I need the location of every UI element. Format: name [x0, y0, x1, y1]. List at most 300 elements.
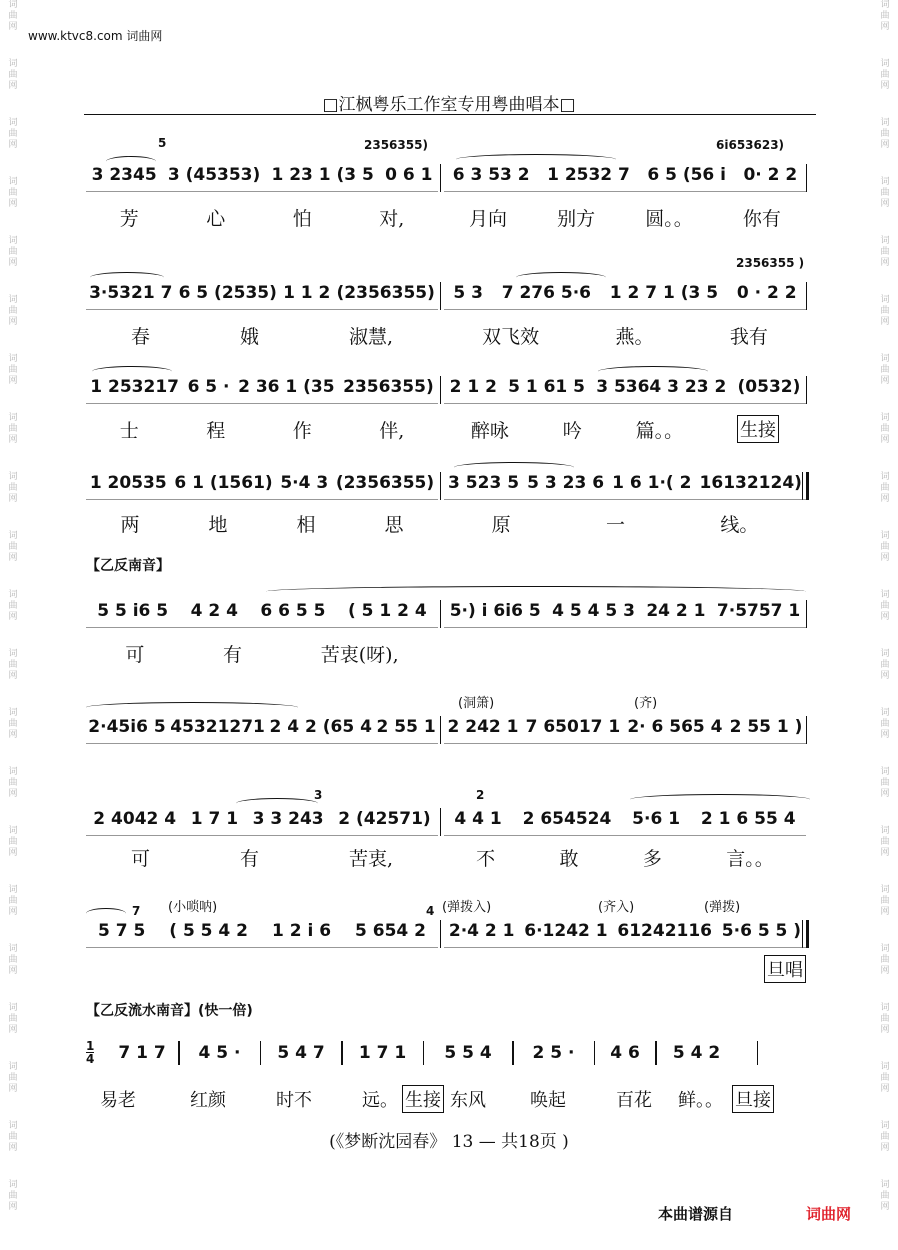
watermark-glyph: 曲 [8, 1191, 18, 1201]
watermark-glyph: 曲 [8, 483, 18, 493]
watermark-gap [878, 623, 892, 649]
watermark-glyph: 网 [880, 376, 890, 386]
lyric: 易老 [100, 1090, 136, 1111]
watermark-glyph: 词 [8, 767, 18, 777]
lyric: 双飞效 [482, 325, 540, 348]
lyric: 不 [476, 847, 496, 870]
measure: 3 (45353) [167, 165, 261, 185]
measure: 0· 2 2 [743, 165, 798, 185]
measure: 4 2 4 [190, 601, 238, 621]
watermark-glyph: 词 [8, 59, 18, 69]
watermark-glyph: 曲 [8, 424, 18, 434]
watermark-glyph: 曲 [880, 483, 890, 493]
beam-line [86, 309, 438, 310]
measure: 2· 6 565 4 [627, 717, 723, 737]
measure: 7 65017 1 [525, 717, 621, 737]
watermark-glyph: 曲 [8, 70, 18, 80]
instrument-annotation: (小唢呐) [168, 900, 218, 915]
beam-line [86, 835, 438, 836]
watermark-gap [878, 210, 892, 236]
watermark-glyph: 网 [880, 730, 890, 740]
slur [86, 908, 126, 919]
watermark-gap [878, 918, 892, 944]
watermark-glyph: 网 [880, 612, 890, 622]
watermark-glyph: 曲 [880, 660, 890, 670]
measure: 2 55 1 [376, 717, 436, 737]
watermark-glyph: 词 [8, 885, 18, 895]
watermark-glyph: 词 [880, 1062, 890, 1072]
watermark-glyph: 网 [8, 1143, 18, 1153]
lyric: 淑慧, [348, 325, 393, 348]
measure: 1 2532 7 [547, 165, 630, 185]
lyric: 线。 [720, 513, 759, 536]
lyric: 苦衷, [348, 847, 393, 870]
watermark-glyph: 曲 [8, 660, 18, 670]
watermark-glyph: 曲 [8, 11, 18, 21]
watermark-glyph: 词 [8, 177, 18, 187]
watermark-glyph: 曲 [8, 129, 18, 139]
watermark-glyph: 网 [880, 1025, 890, 1035]
watermark-gap [6, 564, 20, 590]
watermark-glyph: 网 [8, 848, 18, 858]
watermark-glyph: 网 [880, 1084, 890, 1094]
watermark-glyph: 词 [880, 767, 890, 777]
upper-notes: 2356355) [364, 138, 428, 152]
lyric: 一 [605, 513, 625, 536]
watermark-glyph: 词 [880, 826, 890, 836]
lyric: 篇。。 [635, 419, 684, 442]
watermark-gap [878, 800, 892, 826]
measure: 5 5 i6 5 [97, 601, 169, 621]
lyric: 别方 [557, 207, 596, 230]
watermark-glyph: 曲 [8, 778, 18, 788]
lyric: 地 [208, 513, 228, 536]
watermark-gap [878, 328, 892, 354]
watermark-glyph: 曲 [880, 896, 890, 906]
measure: 7 276 5·6 [501, 283, 591, 303]
measure: 6 5 · [187, 377, 230, 397]
measure: 6 1 (1561) [174, 473, 273, 493]
measure: 1 7 1 [358, 1043, 407, 1063]
watermark-glyph: 词 [880, 708, 890, 718]
barline [440, 164, 441, 192]
measure: 1 23 1 (3 5 [271, 165, 374, 185]
lyric: 原 [491, 513, 511, 536]
instrument-annotation: (弹拨) [704, 900, 741, 915]
measure: 3 523 5 [448, 473, 520, 493]
measure: 2 242 1 [447, 717, 519, 737]
beam-line [444, 947, 806, 948]
watermark-glyph: 网 [8, 789, 18, 799]
lyric: 时不 [276, 1090, 312, 1111]
watermark-glyph: 曲 [8, 719, 18, 729]
watermark-glyph: 曲 [880, 1073, 890, 1083]
slur [236, 798, 318, 809]
measure: 5·) i 6i6 5 [449, 601, 541, 621]
page-footer: (《梦断沈园春》 13 — 共18页 ) [329, 1132, 569, 1152]
measure: 3 5364 3 23 2 [596, 377, 727, 397]
watermark-gap [878, 269, 892, 295]
watermark-glyph: 词 [8, 295, 18, 305]
watermark-glyph: 词 [8, 1121, 18, 1131]
watermark-gap [6, 387, 20, 413]
measure: 5 7 5 [97, 921, 146, 941]
watermark-glyph: 网 [880, 671, 890, 681]
measure: 5 654 2 [355, 921, 426, 941]
watermark-glyph: 网 [8, 553, 18, 563]
watermark-glyph: 词 [880, 1121, 890, 1131]
watermark-glyph: 词 [880, 885, 890, 895]
measure: 61242116 [617, 921, 713, 941]
barline [806, 716, 807, 744]
measure: 6·1242 1 [524, 921, 608, 941]
lyric: 敢 [559, 847, 579, 870]
watermark-glyph: 曲 [880, 247, 890, 257]
watermark-glyph: 曲 [880, 306, 890, 316]
watermark-glyph: 曲 [8, 955, 18, 965]
lyric: 芳 [119, 207, 139, 230]
watermark-glyph: 曲 [8, 1014, 18, 1024]
measure: ( 5 5 4 2 [169, 921, 249, 941]
watermark-gap [878, 151, 892, 177]
measure: 1 2 7 1 (3 5 [609, 283, 719, 303]
watermark-glyph: 词 [8, 0, 18, 10]
watermark-glyph: 曲 [880, 365, 890, 375]
watermark-glyph: 网 [880, 435, 890, 445]
measure: 5 3 23 6 [527, 473, 605, 493]
watermark-glyph: 词 [8, 118, 18, 128]
watermark-gap [878, 741, 892, 767]
watermark-glyph: 词 [8, 944, 18, 954]
watermark-glyph: 网 [8, 671, 18, 681]
beam-line [444, 627, 806, 628]
watermark-gap [6, 446, 20, 472]
watermark-gap [878, 1036, 892, 1062]
watermark-glyph: 曲 [880, 601, 890, 611]
measure: 2 5 · [532, 1043, 575, 1063]
brand-logo-text: 词曲网 [806, 1205, 852, 1223]
watermark-glyph: 曲 [880, 955, 890, 965]
measure: 2 4 2 (65 4 [269, 717, 372, 737]
watermark-glyph: 网 [8, 258, 18, 268]
lyric: 百花 [616, 1090, 652, 1111]
lyric: 红颜 [190, 1090, 226, 1111]
measure: 2 4042 4 [93, 809, 177, 829]
cue-box: 生接 [402, 1085, 444, 1113]
measure: 2 1 2 [449, 377, 497, 397]
slur [630, 794, 810, 805]
watermark-glyph: 曲 [880, 1132, 890, 1142]
measure: 5·4 3 [280, 473, 329, 493]
grace-note: 4 [426, 904, 435, 918]
watermark-glyph: 网 [8, 612, 18, 622]
lyric: 作 [292, 419, 312, 442]
measure: 6 5 (2535) [178, 283, 277, 303]
cue-box: 生接 [737, 415, 779, 443]
watermark-gap [6, 33, 20, 59]
barline [440, 808, 441, 836]
watermark-glyph: 曲 [8, 896, 18, 906]
barline [806, 282, 807, 310]
watermark-glyph: 网 [880, 1143, 890, 1153]
measure: 1 6 1·( 2 [612, 473, 692, 493]
measure: 6 3 53 2 [452, 165, 530, 185]
watermark-glyph: 词 [880, 531, 890, 541]
measure: 5·6 1 [632, 809, 681, 829]
watermark-glyph: 网 [8, 1084, 18, 1094]
slur [454, 462, 574, 473]
watermark-glyph: 曲 [880, 424, 890, 434]
measure: 1 253217 [90, 377, 179, 397]
watermark-glyph: 网 [8, 730, 18, 740]
watermark-gap [6, 1036, 20, 1062]
watermark-gap [878, 387, 892, 413]
watermark-glyph: 曲 [880, 188, 890, 198]
watermark-glyph: 网 [880, 553, 890, 563]
instrument-annotation: (齐入) [598, 900, 635, 915]
slur [86, 702, 298, 713]
lyric: 吟 [562, 419, 582, 442]
watermark-glyph: 词 [8, 413, 18, 423]
watermark-glyph: 词 [880, 944, 890, 954]
watermark-glyph: 曲 [8, 837, 18, 847]
watermark-gap [6, 151, 20, 177]
measure: 4 5 4 5 3 [552, 601, 635, 621]
watermark-gap [6, 800, 20, 826]
watermark-gap [6, 505, 20, 531]
watermark-gap [878, 859, 892, 885]
watermark-gap [6, 918, 20, 944]
site-url: www.ktvc8.com 词曲网 [28, 29, 163, 43]
barline [757, 1041, 759, 1065]
watermark-glyph: 词 [880, 354, 890, 364]
watermark-glyph: 词 [8, 1180, 18, 1190]
measure: 45321271 [170, 717, 265, 737]
barline [440, 376, 441, 404]
grace-note: 5 [158, 136, 167, 150]
watermark-glyph: 网 [880, 258, 890, 268]
measure: 5 4 2 [672, 1043, 721, 1063]
measure: 2 (42571) [338, 809, 431, 829]
watermark-glyph: 网 [880, 140, 890, 150]
time-bottom: 4 [86, 1052, 95, 1066]
watermark-glyph: 词 [880, 472, 890, 482]
double-barline [802, 920, 809, 948]
grace-note: 3 [314, 788, 323, 802]
watermark-glyph: 词 [880, 118, 890, 128]
watermark-gap [878, 1213, 892, 1239]
measure: 3 3 243 [252, 809, 324, 829]
watermark-gap [6, 1213, 20, 1239]
measure-row [106, 1036, 811, 1070]
watermark-glyph: 词 [8, 826, 18, 836]
watermark-gap [878, 505, 892, 531]
lyric: 思 [384, 513, 404, 536]
watermark-glyph: 曲 [8, 306, 18, 316]
score-header: □江枫粤乐工作室专用粤曲唱本□ [322, 95, 576, 115]
slur [266, 586, 806, 597]
lyric: 你有 [742, 207, 781, 230]
watermark-glyph: 曲 [880, 1014, 890, 1024]
beam-line [86, 191, 438, 192]
lyric: 东风 [450, 1090, 486, 1111]
watermark-gap [878, 564, 892, 590]
beam-line [444, 499, 806, 500]
watermark-glyph: 词 [8, 1062, 18, 1072]
lyric: 两 [120, 513, 140, 536]
slur [90, 272, 164, 283]
watermark-gap [878, 682, 892, 708]
header-rule [84, 114, 816, 115]
lyric: 我有 [729, 325, 768, 348]
watermark-glyph: 词 [8, 590, 18, 600]
slur [456, 154, 616, 165]
watermark-glyph: 曲 [880, 542, 890, 552]
watermark-gap [6, 210, 20, 236]
watermark-glyph: 曲 [8, 542, 18, 552]
watermark-glyph: 网 [8, 81, 18, 91]
slur [598, 366, 708, 377]
lyric: 相 [296, 513, 316, 536]
barline [440, 716, 441, 744]
slur [92, 366, 172, 377]
watermark-gap [878, 1095, 892, 1121]
watermark-glyph: 网 [8, 907, 18, 917]
watermark-glyph: 词 [880, 413, 890, 423]
watermark-glyph: 网 [880, 494, 890, 504]
barline [440, 472, 441, 500]
lyric: 远。 [362, 1090, 398, 1111]
slur [106, 156, 156, 167]
measure: 7 1 7 [118, 1043, 166, 1063]
watermark-gap [6, 269, 20, 295]
beam-line [86, 627, 438, 628]
slur [516, 272, 606, 283]
watermark-glyph: 词 [8, 708, 18, 718]
barline [440, 920, 441, 948]
right-watermark-column [878, 0, 892, 1250]
watermark-glyph: 网 [8, 199, 18, 209]
watermark-glyph: 网 [880, 848, 890, 858]
measure: 2 55 1 ) [729, 717, 803, 737]
measure: 2356355) [343, 377, 434, 397]
watermark-glyph: 网 [8, 1025, 18, 1035]
measure: 16132124) [699, 473, 802, 493]
watermark-glyph: 网 [880, 81, 890, 91]
watermark-glyph: 曲 [8, 1132, 18, 1142]
beam-line [444, 835, 806, 836]
lyric: 伴, [379, 419, 405, 442]
barline [806, 164, 807, 192]
measure: 5 1 61 5 [508, 377, 586, 397]
beam-line [86, 743, 438, 744]
measure: 3 2345 [91, 165, 157, 185]
upper-notes: 6i653623) [716, 138, 785, 152]
watermark-gap [6, 623, 20, 649]
upper-notes: 2356355 ) [736, 256, 805, 270]
measure: 1 1 2 [283, 283, 331, 303]
measure: 2·4 2 1 [448, 921, 515, 941]
lyric: 月向 [469, 207, 508, 230]
watermark-glyph: 曲 [8, 188, 18, 198]
left-watermark-column [6, 0, 20, 1250]
watermark-glyph: 网 [8, 376, 18, 386]
measure: 6 6 5 5 [260, 601, 326, 621]
watermark-glyph: 曲 [880, 11, 890, 21]
watermark-glyph: 词 [880, 590, 890, 600]
lyric: 苦衷(呀), [320, 643, 399, 666]
time-top: 1 [86, 1039, 95, 1053]
measure: 4 6 [610, 1043, 640, 1063]
lyric: 唤起 [530, 1090, 566, 1111]
source-label: 本曲谱源自 [658, 1205, 734, 1223]
watermark-gap [6, 859, 20, 885]
measure: 5 5 4 [444, 1043, 492, 1063]
lyric: 鲜。。 [678, 1090, 723, 1111]
watermark-glyph: 词 [8, 649, 18, 659]
cue-box: 旦唱 [764, 955, 806, 983]
measure: 2 1 6 55 4 [700, 809, 796, 829]
watermark-glyph: 曲 [880, 129, 890, 139]
time-signature [86, 1040, 94, 1065]
lyric: 醉咏 [470, 419, 509, 442]
lyric: 多 [642, 847, 662, 870]
measure: 1 2 i 6 [271, 921, 332, 941]
watermark-gap [6, 1154, 20, 1180]
barline [440, 282, 441, 310]
measure: 4 4 1 [454, 809, 502, 829]
watermark-gap [878, 977, 892, 1003]
lyric: 有 [239, 847, 259, 870]
watermark-gap [6, 328, 20, 354]
lyric: 可 [130, 847, 150, 870]
measure: 7·5757 1 [716, 601, 801, 621]
barline [806, 600, 807, 628]
watermark-glyph: 曲 [8, 247, 18, 257]
beam-line [86, 403, 438, 404]
beam-line [444, 743, 806, 744]
watermark-glyph: 网 [8, 494, 18, 504]
watermark-gap [6, 741, 20, 767]
watermark-glyph: 网 [8, 22, 18, 32]
measure: 4 5 · [198, 1043, 241, 1063]
lyric-row [100, 1084, 811, 1114]
measure: ( 5 1 2 4 [347, 601, 427, 621]
measure: (2356355) [336, 283, 435, 303]
double-barline [802, 472, 809, 500]
lyric: 士 [119, 419, 139, 442]
watermark-glyph: 曲 [880, 1191, 890, 1201]
lyric: 言。。 [726, 847, 774, 870]
measure: 2·45i6 5 [88, 717, 166, 737]
watermark-glyph: 词 [880, 236, 890, 246]
instrument-annotation: (齐) [634, 696, 658, 711]
watermark-gap [878, 446, 892, 472]
lyric: 对, [379, 207, 405, 230]
watermark-glyph: 网 [8, 140, 18, 150]
watermark-glyph: 曲 [880, 778, 890, 788]
watermark-glyph: 词 [880, 177, 890, 187]
beam-line [444, 191, 806, 192]
watermark-gap [878, 33, 892, 59]
measure: 0 6 1 [385, 165, 433, 185]
watermark-glyph: 曲 [880, 837, 890, 847]
watermark-glyph: 词 [880, 59, 890, 69]
instrument-annotation: (弹拨入) [442, 900, 492, 915]
lyric: 娥 [239, 325, 259, 348]
lyric: 心 [206, 207, 226, 230]
lyric: 程 [206, 419, 226, 442]
